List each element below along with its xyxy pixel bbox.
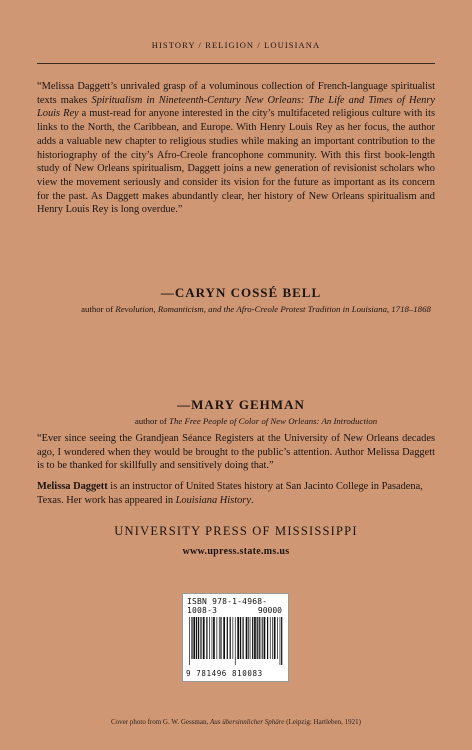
- barcode-bar: [233, 617, 234, 659]
- credit-book: Aus übersinnlicher Sphäre: [209, 718, 285, 726]
- author-bio: [37, 480, 435, 507]
- barcode-bar: [246, 617, 248, 659]
- isbn-label: ISBN 978-1-4968-1008-3: [187, 597, 268, 615]
- barcode-bar: [280, 617, 281, 665]
- quote-1-attribution-name: —CARYN COSSÉ BELL: [160, 285, 322, 300]
- barcode-bar: [270, 617, 271, 659]
- blurb-quote-2: [37, 432, 435, 473]
- barcode-bar: [274, 617, 276, 659]
- barcode-bar: [201, 617, 202, 659]
- author-journal: Louisiana History: [175, 494, 251, 506]
- barcode-bar: [277, 617, 278, 659]
- barcode-bar: [220, 617, 221, 659]
- book-title: Spiritualism in Nineteenth-Century New Orleans: The Life and Times of Henry Louis Rey: [37, 94, 435, 120]
- barcode-bar: [250, 617, 251, 659]
- credit-suffix: (Leipzig: Hartleben, 1921): [284, 718, 361, 726]
- barcode-bar: [209, 617, 210, 659]
- barcode-bar: [206, 617, 207, 659]
- barcode-bar: [261, 617, 262, 659]
- barcode-bar: [240, 617, 241, 659]
- barcode-bar: [193, 617, 195, 659]
- credit-prefix: Cover photo from G. W. Gessman,: [111, 718, 210, 726]
- barcode-bar: [248, 617, 249, 659]
- barcode-bar: [219, 617, 220, 659]
- author-name: Melissa Daggett: [37, 481, 108, 492]
- barcode-bars: [188, 617, 283, 665]
- barcode-bar: [237, 617, 239, 659]
- barcode-bar: [227, 617, 228, 659]
- quote-2-text: “Ever since seeing the Grandjean Séance Registers at the University of New Orleans decades ago, I wondered when they would be brought to the public’s attention. Author Melissa Daggett is to be thanked for skillfully and sensitively doing that.”: [37, 433, 435, 472]
- blurb-quote-1: [37, 80, 435, 217]
- quote-2-attribution-desc: [0, 416, 472, 426]
- barcode-bar: [259, 617, 260, 659]
- barcode-bar: [212, 617, 213, 659]
- barcode-bar: [217, 617, 218, 659]
- barcode-bar: [200, 617, 201, 659]
- publisher-url: www.upress.state.ms.us: [182, 546, 290, 557]
- barcode-bar: [230, 617, 231, 659]
- quote-1-attribution-book: Revolution, Romanticism, and the Afro-Creole Protest Tradition in Louisiana, 1718–1868: [115, 304, 431, 314]
- barcode-bar: [191, 617, 192, 659]
- barcode-bar: [223, 617, 225, 659]
- quote-2-attribution-book: The Free People of Color of New Orleans: An Introduction: [169, 416, 378, 426]
- barcode-bar: [196, 617, 197, 659]
- author-bio-text: is an instructor of United States history at San Jacinto College in Pasadena, Texas. Her work has appeared in: [37, 481, 423, 506]
- barcode-bar: [264, 617, 266, 659]
- quote-1-text-start: “Melissa Daggett’s unrivaled grasp of a voluminous collection of French-language spiritualist texts makes: [37, 81, 435, 106]
- category-label: HISTORY / RELIGION / LOUISIANA: [151, 40, 321, 50]
- cover-photo-credit: [0, 718, 472, 726]
- quote-2-attribution-prefix: author of: [134, 416, 170, 426]
- barcode-bar: [189, 617, 190, 665]
- barcode-bar: [213, 617, 215, 659]
- quote-1-text-end: a must-read for anyone interested in the city’s multifaceted religious culture with its links to the North, the Caribbean, and Europe. With Henry Louis Rey as her focus, the author adds a valuable new chapter to religious studies while making an important contribution to the historiography of the city’s Afro-Creole francophone community. With this first book-length study of New Orleans spiritualism, Daggett joins a new generation of revisionist scholars who view the movement seriously and consider its vision for the future as important as its concern for the past. As Daggett makes abundantly clear, her history of New Orleans spiritualism and Henry Louis Rey is long overdue.”: [37, 108, 435, 216]
- barcode-bar: [203, 617, 205, 659]
- barcode-bar: [235, 617, 236, 665]
- quote-1-attribution-desc: [0, 304, 472, 314]
- barcode-digits: 9 781496 810083: [186, 669, 263, 678]
- barcode-bar: [281, 617, 282, 665]
- barcode-bar: [252, 617, 253, 659]
- quote-2-attribution-name: —MARY GEHMAN: [177, 397, 305, 412]
- barcode-bar: [198, 617, 199, 659]
- barcode-bar: [262, 617, 263, 659]
- author-bio-end: .: [250, 494, 254, 506]
- price-code: 90000: [257, 606, 282, 615]
- isbn-barcode: [182, 593, 289, 682]
- barcode-bar: [272, 617, 273, 659]
- barcode-bar: [254, 617, 256, 659]
- barcode-bar: [243, 617, 244, 659]
- quote-1-attribution-prefix: author of: [81, 304, 116, 314]
- publisher-name: UNIVERSITY PRESS OF MISSISSIPPI: [114, 524, 358, 538]
- barcode-bar: [242, 617, 243, 659]
- divider-rule: [37, 63, 435, 64]
- barcode-bar: [267, 617, 268, 659]
- barcode-bar: [257, 617, 258, 659]
